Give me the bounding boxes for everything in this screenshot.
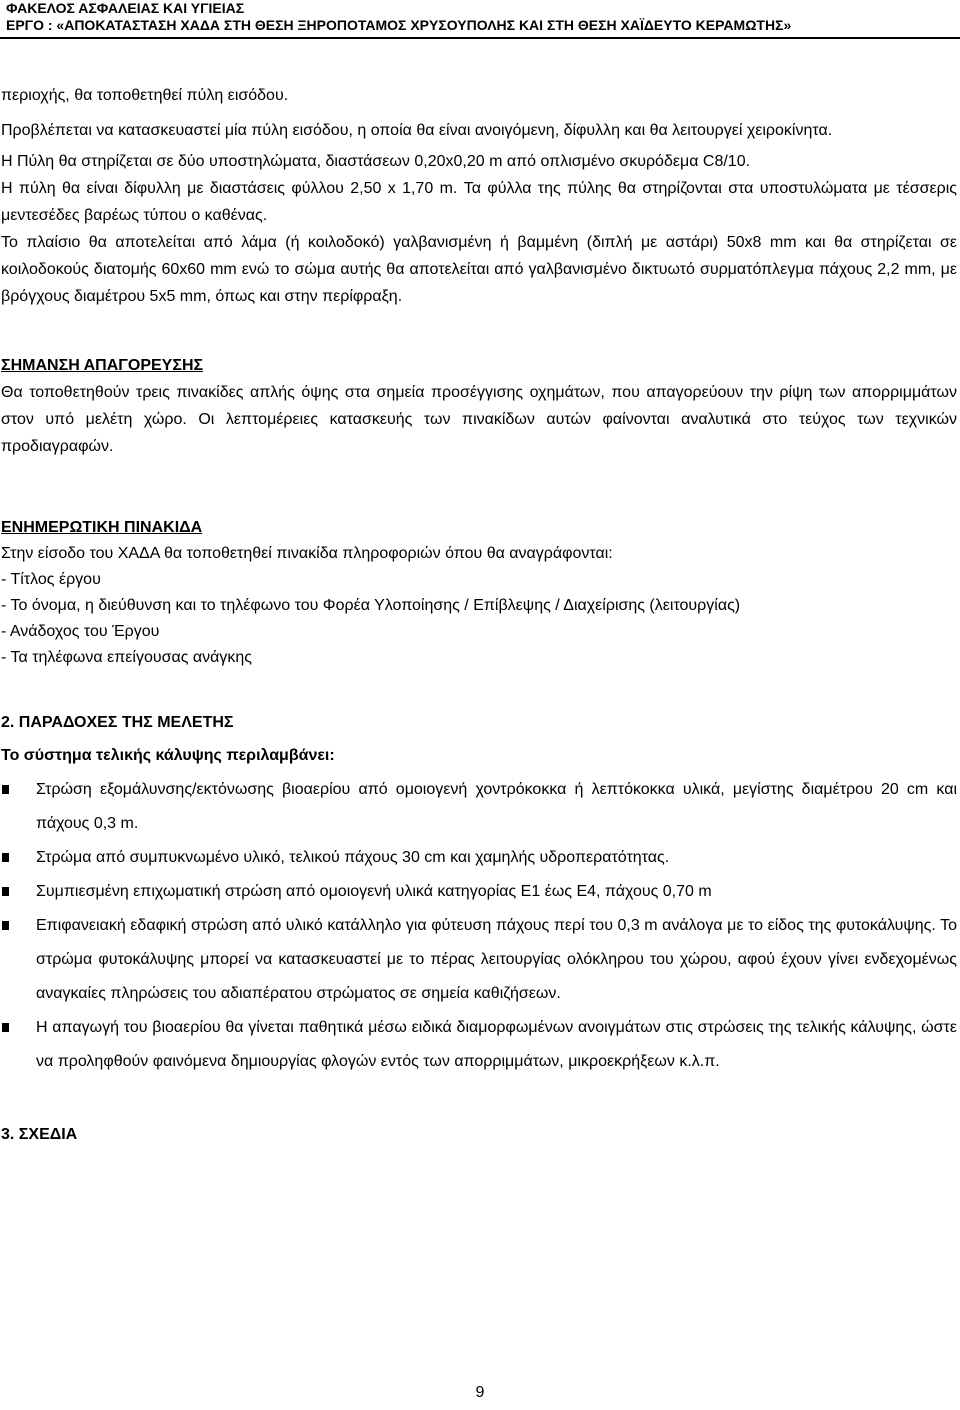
- info-sign-intro: Στην είσοδο του ΧΑΔΑ θα τοποθετηθεί πινακίδα πληροφοριών όπου θα αναγράφονται:: [1, 545, 613, 562]
- info-sign-item: - Τα τηλέφωνα επείγουσας ανάγκης: [1, 649, 253, 666]
- section-3-heading: 3. ΣΧΕΔΙΑ: [1, 1126, 78, 1143]
- square-bullet-icon: [2, 921, 9, 930]
- info-sign-item: - Ανάδοχος του Έργου: [1, 623, 160, 640]
- list-item: Στρώμα από συμπυκνωμένο υλικό, τελικού πάχους 30 cm και χαμηλής υδροπερατότητας.: [1, 841, 957, 875]
- square-bullet-icon: [2, 853, 9, 862]
- page-number: 9: [475, 1384, 485, 1401]
- paragraph-gate-frame: Το πλαίσιο θα αποτελείται από λάμα (ή κοιλοδοκό) γαλβανισμένη ή βαμμένη (διπλή με αστάρι) 50x8 mm και θα στηρίζεται σε κοιλοδοκούς διατομής 60x60 mm ενώ το σώμα αυτής θα αποτελείται από γαλβανισμένο δικτυωτό συρματόπλεγμα πάχους 2,2 mm, με βρόγχους διαμέτρου 5x5 mm, όπως και στην περίφραξη.: [1, 234, 957, 305]
- heading-warning-signs: ΣΗΜΑΝΣΗ ΑΠΑΓΟΡΕΥΣΗΣ: [1, 357, 204, 374]
- header-title: ΦΑΚΕΛΟΣ ΑΣΦΑΛΕΙΑΣ ΚΑΙ ΥΓΙΕΙΑΣ: [6, 0, 245, 16]
- square-bullet-icon: [2, 785, 9, 794]
- document-body: [1, 82, 957, 1148]
- paragraph-gate-location: περιοχής, θα τοποθετηθεί πύλη εισόδου.: [1, 87, 289, 104]
- info-sign-item: - Τίτλος έργου: [1, 571, 101, 588]
- list-item: Στρώση εξομάλυνσης/εκτόνωσης βιοαερίου από ομοιογενή χοντρόκοκκα ή λεπτόκοκκα υλικά, μεγίστης διαμέτρου 20 cm και πάχους 0,3 m.: [1, 773, 957, 841]
- header-rule: [0, 37, 960, 39]
- info-sign-item: - Το όνομα, η διεύθυνση και το τηλέφωνο του Φορέα Υλοποίησης / Επίβλεψης / Διαχείρισης (λειτουργίας): [1, 597, 741, 614]
- paragraph-gate-description: Προβλέπεται να κατασκευαστεί μία πύλη εισόδου, η οποία θα είναι ανοιγόμενη, δίφυλλη και θα λειτουργεί χειροκίνητα.: [1, 122, 833, 139]
- square-bullet-icon: [2, 1023, 9, 1032]
- section-2-heading: 2. ΠΑΡΑΔΟΧΕΣ ΤΗΣ ΜΕΛΕΤΗΣ: [1, 714, 234, 731]
- heading-info-sign: ΕΝΗΜΕΡΩΤΙΚΗ ΠΙΝΑΚΙΔΑ: [1, 519, 203, 536]
- header-project: ΕΡΓΟ : «ΑΠΟΚΑΤΑΣΤΑΣΗ ΧΑΔΑ ΣΤΗ ΘΕΣΗ ΞΗΡΟΠΟΤΑΜΟΣ ΧΡΥΣΟΥΠΟΛΗΣ ΚΑΙ ΣΤΗ ΘΕΣΗ ΧΑΪΔΕΥΤΟ ΚΕΡΑΜΩΤΗΣ»: [6, 17, 792, 33]
- section-2-subheading: Το σύστημα τελικής κάλυψης περιλαμβάνει:: [1, 747, 335, 764]
- list-item: Επιφανειακή εδαφική στρώση από υλικό κατάλληλο για φύτευση πάχους περί του 0,3 m ανάλογα με το είδος της φυτοκάλυψης. Το στρώμα φυτοκάλυψης μπορεί να κατασκευαστεί με το πέρας λειτουργίας ολόκληρου του χώρου, αφού έχουν γίνει ενδεχομένως αναγκαίες πληρώσεις του αδιαπέρατου στρώματος σε σημεία καθιζήσεων.: [1, 909, 957, 1011]
- document-header: [6, 0, 956, 34]
- list-item: Συμπιεσμένη επιχωματική στρώση από ομοιογενή υλικά κατηγορίας Ε1 έως Ε4, πάχους 0,70 m: [1, 875, 957, 909]
- paragraph-gate-leaves: Η πύλη θα είναι δίφυλλη με διαστάσεις φύλλου 2,50 x 1,70 m. Τα φύλλα της πύλης θα στηρίζονται στα υποστυλώματα με τέσσερις μεντεσέδες βαρέως τύπου ο καθένας.: [1, 180, 957, 224]
- square-bullet-icon: [2, 887, 9, 896]
- list-item: Η απαγωγή του βιοαερίου θα γίνεται παθητικά μέσω ειδικά διαμορφωμένων ανοιγμάτων στις στρώσεις της τελικής κάλυψης, ώστε να προληφθούν φαινόμενα δημιουργίας φλογών εντός των απορριμμάτων, μικροεκρήξεων κ.λ.π.: [1, 1011, 957, 1079]
- final-cover-layers-list: [1, 773, 957, 1079]
- paragraph-warning-signs: Θα τοποθετηθούν τρεις πινακίδες απλής όψης στα σημεία προσέγγισης οχημάτων, που απαγορεύουν την ρίψη των απορριμμάτων στον υπό μελέτη χώρο. Οι λεπτομέρειες κατασκευής των πινακίδων αυτών φαίνονται αναλυτικά στο τεύχος των τεχνικών προδιαγραφών.: [1, 384, 957, 455]
- paragraph-gate-posts: Η Πύλη θα στηρίζεται σε δύο υποστηλώματα, διαστάσεων 0,20x0,20 m από οπλισμένο σκυρόδεμα C8/10.: [1, 153, 751, 170]
